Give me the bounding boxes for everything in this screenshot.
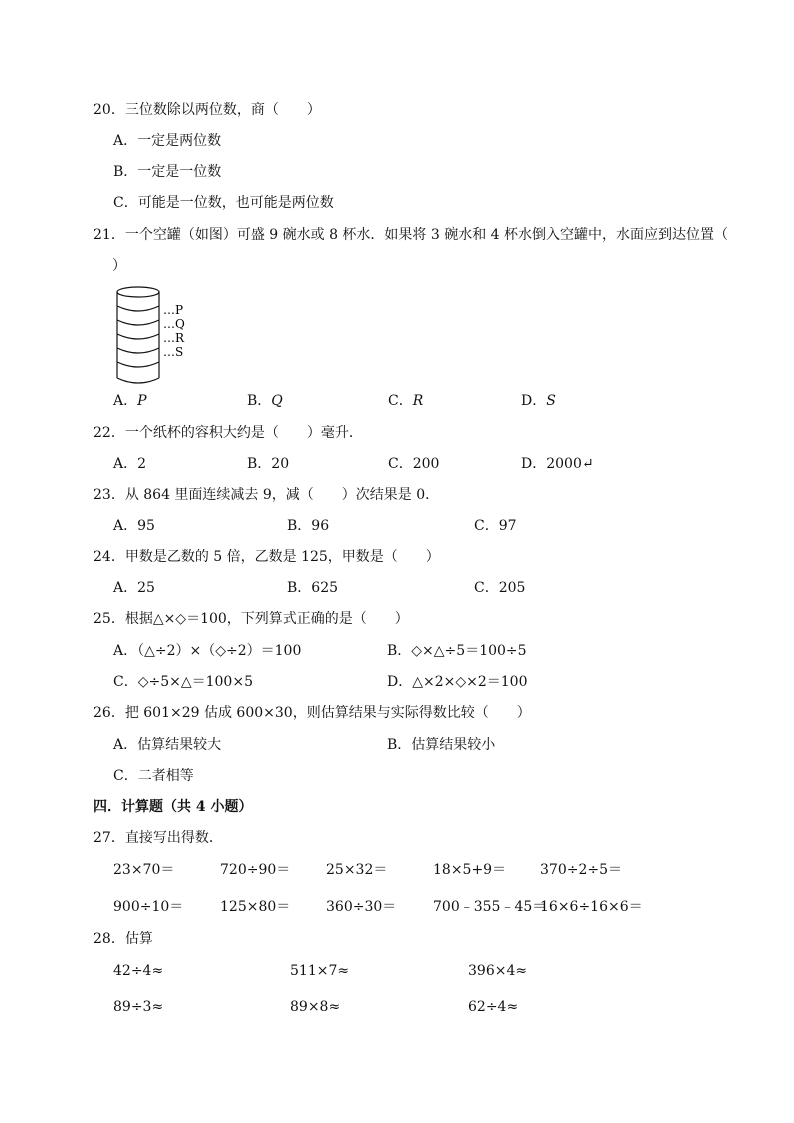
calc-item: 700﹣355﹣45＝ (433, 899, 547, 915)
question-26-option-c: C．二者相等 (113, 768, 194, 784)
calc-item: 16×6÷16×6＝ (540, 899, 643, 915)
question-26-option-b: B．估算结果较小 (387, 737, 496, 753)
question-24-option-c: C．205 (474, 580, 526, 596)
question-20-option-b: B．一定是一位数 (113, 164, 222, 180)
question-23-option-c: C．97 (474, 518, 517, 534)
can-figure (108, 284, 218, 386)
estimate-item: 62÷4≈ (468, 999, 519, 1015)
question-24-stem: 24．甲数是乙数的 5 倍，乙数是 125，甲数是（ ） (93, 549, 440, 565)
can-label-q: …Q (163, 317, 185, 331)
question-25-stem: 25．根据△×◇＝100，下列算式正确的是（ ） (93, 611, 409, 627)
question-22-option-c: C．200 (388, 456, 440, 472)
calc-item: 23×70＝ (113, 862, 175, 878)
can-outline (117, 287, 159, 383)
estimate-item: 89÷3≈ (113, 999, 164, 1015)
question-22-option-a: A．2 (113, 456, 147, 472)
can-label-r: …R (163, 331, 185, 345)
question-21-stem: 21．一个空罐（如图）可盛 9 碗水或 8 杯水．如果将 3 碗水和 4 杯水倒入空罐中，水面应到达位置（ (93, 227, 729, 243)
question-21-option-b: B．Q (247, 393, 283, 409)
question-20-option-a: A．一定是两位数 (113, 133, 222, 149)
estimate-item: 396×4≈ (468, 963, 528, 979)
question-25-option-a: A．（△÷2）×（◇÷2）＝100 (113, 643, 302, 659)
question-24-option-b: B．625 (287, 580, 339, 596)
question-20-stem: 20．三位数除以两位数，商（ ） (93, 102, 321, 118)
question-21-option-d: D．S (521, 393, 556, 409)
calc-item: 25×32＝ (326, 862, 388, 878)
estimate-item: 89×8≈ (290, 999, 341, 1015)
calc-item: 360÷30＝ (326, 899, 397, 915)
calc-item: 18×5+9＝ (433, 862, 507, 878)
question-22-stem: 22．一个纸杯的容积大约是（ ）毫升． (93, 425, 363, 441)
question-22-option-d: D．2000↵ (521, 456, 594, 472)
question-25-option-c: C．◇÷5×△＝100×5 (113, 674, 253, 690)
question-20-option-c: C．可能是一位数，也可能是两位数 (113, 195, 334, 211)
question-23-option-b: B．96 (287, 518, 330, 534)
question-26-stem: 26．把 601×29 估成 600×30，则估算结果与实际得数比较（ ） (93, 705, 531, 721)
question-23-option-a: A．95 (113, 518, 155, 534)
question-27-stem: 27．直接写出得数． (93, 830, 223, 846)
question-26-option-a: A．估算结果较大 (113, 737, 222, 753)
question-21-option-a: A．P (113, 393, 147, 409)
question-28-stem: 28．估算 (93, 931, 153, 947)
question-24-option-a: A．25 (113, 580, 155, 596)
estimate-item: 511×7≈ (290, 963, 350, 979)
can-label-s: …S (163, 345, 184, 359)
question-23-stem: 23．从 864 里面连续减去 9，减（ ）次结果是 0． (93, 487, 440, 503)
calc-item: 900÷10＝ (113, 899, 184, 915)
question-21-stem-continued: ） (112, 258, 126, 274)
calc-item: 720÷90＝ (220, 862, 291, 878)
estimate-item: 42÷4≈ (113, 963, 164, 979)
calc-item: 370÷2÷5＝ (540, 862, 622, 878)
question-25-option-b: B．◇×△÷5＝100÷5 (387, 643, 527, 659)
question-25-option-d: D．△×2×◇×2＝100 (387, 674, 528, 690)
calc-item: 125×80＝ (220, 899, 291, 915)
question-22-option-b: B．20 (247, 456, 290, 472)
question-21-option-c: C．R (388, 393, 424, 409)
can-label-p: …P (163, 303, 184, 317)
section-4-title: 四．计算题（共 4 小题） (93, 799, 253, 815)
